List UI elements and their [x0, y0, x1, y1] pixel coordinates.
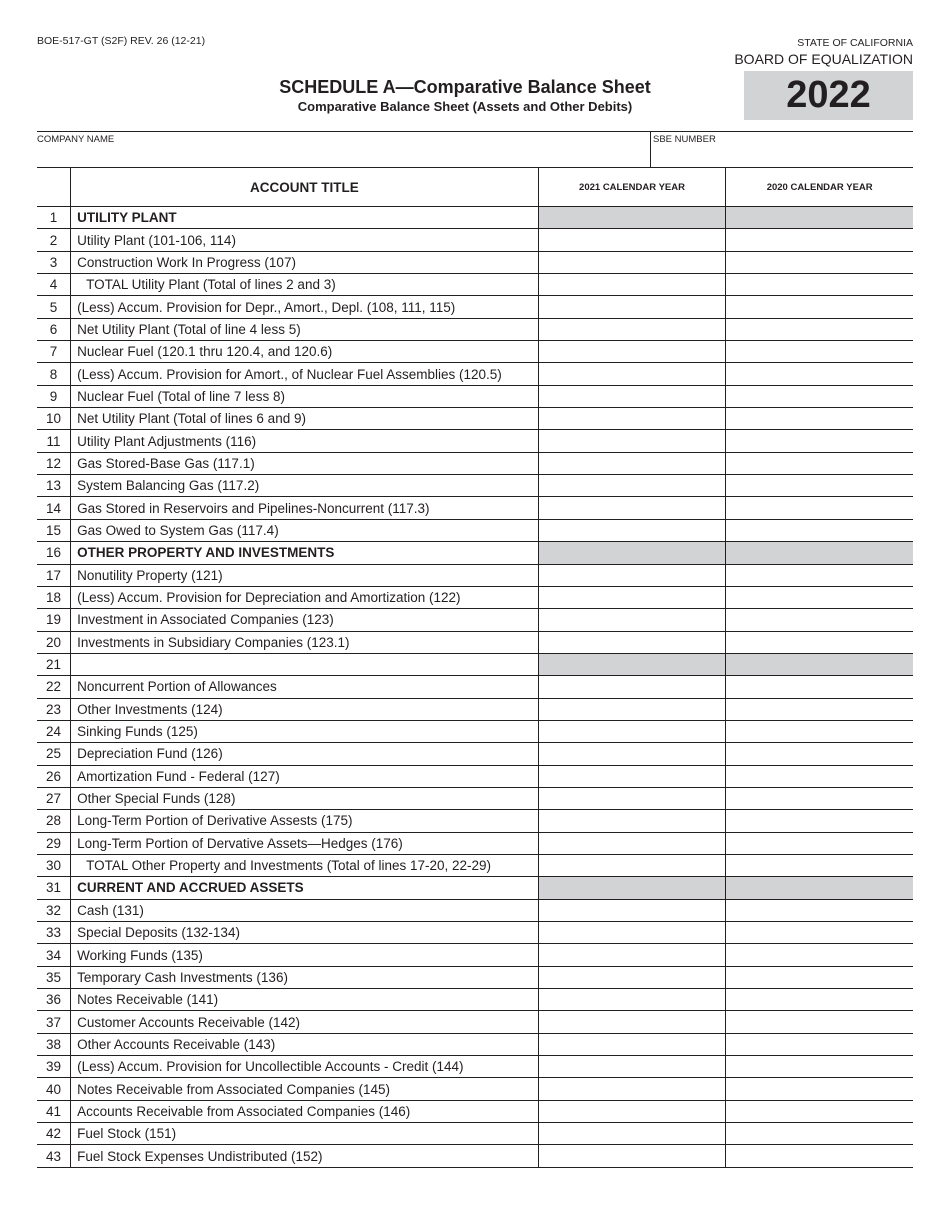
account-title: (Less) Accum. Provision for Depr., Amort., Depl. (108, 111, 115) — [71, 296, 539, 318]
line-number: 17 — [37, 564, 71, 586]
value-2020 — [726, 653, 913, 675]
value-2021[interactable] — [538, 609, 726, 631]
account-title: Accounts Receivable from Associated Companies (146) — [71, 1100, 539, 1122]
year-text: 2022 — [786, 74, 871, 116]
account-title: Customer Accounts Receivable (142) — [71, 1011, 539, 1033]
value-2020[interactable] — [726, 922, 913, 944]
value-2021[interactable] — [538, 341, 726, 363]
table-row — [37, 787, 913, 809]
account-title: Gas Stored-Base Gas (117.1) — [71, 452, 539, 474]
value-2020[interactable] — [726, 1100, 913, 1122]
value-2021[interactable] — [538, 676, 726, 698]
line-number: 29 — [37, 832, 71, 854]
value-2021[interactable] — [538, 452, 726, 474]
value-2021[interactable] — [538, 229, 726, 251]
value-2021[interactable] — [538, 810, 726, 832]
value-2020[interactable] — [726, 787, 913, 809]
value-2020[interactable] — [726, 251, 913, 273]
table-row — [37, 989, 913, 1011]
value-2021[interactable] — [538, 631, 726, 653]
line-number: 16 — [37, 542, 71, 564]
account-title: Nonutility Property (121) — [71, 564, 539, 586]
line-number: 2 — [37, 229, 71, 251]
value-2020[interactable] — [726, 475, 913, 497]
value-2021[interactable] — [538, 1100, 726, 1122]
table-row — [37, 274, 913, 296]
line-number: 15 — [37, 519, 71, 541]
account-title: Other Special Funds (128) — [71, 787, 539, 809]
line-number: 4 — [37, 274, 71, 296]
value-2020[interactable] — [726, 452, 913, 474]
value-2021[interactable] — [538, 296, 726, 318]
value-2021[interactable] — [538, 251, 726, 273]
table-body — [37, 207, 913, 1168]
table-row — [37, 251, 913, 273]
value-2021[interactable] — [538, 966, 726, 988]
line-number: 6 — [37, 318, 71, 340]
line-number: 20 — [37, 631, 71, 653]
table-row — [37, 1056, 913, 1078]
account-title: Notes Receivable (141) — [71, 989, 539, 1011]
table-row — [37, 765, 913, 787]
account-title: Fuel Stock (151) — [71, 1123, 539, 1145]
table-row — [37, 1145, 913, 1167]
line-number: 9 — [37, 385, 71, 407]
value-2021[interactable] — [538, 408, 726, 430]
value-2020[interactable] — [726, 631, 913, 653]
account-title: Noncurrent Portion of Allowances — [71, 676, 539, 698]
account-title: Depreciation Fund (126) — [71, 743, 539, 765]
value-2021[interactable] — [538, 989, 726, 1011]
value-2021[interactable] — [538, 743, 726, 765]
table-row — [37, 564, 913, 586]
account-title: Gas Stored in Reservoirs and Pipelines-Noncurrent (117.3) — [71, 497, 539, 519]
account-title: Cash (131) — [71, 899, 539, 921]
value-2021 — [538, 207, 726, 229]
table-row — [37, 854, 913, 876]
year-badge — [744, 71, 913, 120]
table-row — [37, 609, 913, 631]
account-title — [71, 653, 539, 675]
table-row — [37, 1033, 913, 1055]
value-2021[interactable] — [538, 385, 726, 407]
line-number: 7 — [37, 341, 71, 363]
value-2020[interactable] — [726, 274, 913, 296]
page-title: SCHEDULE A—Comparative Balance Sheet — [279, 77, 651, 97]
account-title: OTHER PROPERTY AND INVESTMENTS — [71, 542, 539, 564]
account-title: Investments in Subsidiary Companies (123.1) — [71, 631, 539, 653]
account-title: (Less) Accum. Provision for Amort., of Nuclear Fuel Assemblies (120.5) — [71, 363, 539, 385]
table-row — [37, 1123, 913, 1145]
account-title: TOTAL Utility Plant (Total of lines 2 and 3) — [71, 274, 539, 296]
value-2020[interactable] — [726, 341, 913, 363]
value-2020[interactable] — [726, 385, 913, 407]
line-number: 28 — [37, 810, 71, 832]
line-number: 31 — [37, 877, 71, 899]
line-number: 25 — [37, 743, 71, 765]
account-title: Sinking Funds (125) — [71, 720, 539, 742]
account-title: Working Funds (135) — [71, 944, 539, 966]
account-title: (Less) Accum. Provision for Depreciation and Amortization (122) — [71, 586, 539, 608]
line-number: 22 — [37, 676, 71, 698]
line-number: 5 — [37, 296, 71, 318]
account-title: Long-Term Portion of Derivative Assests (175) — [71, 810, 539, 832]
value-2020[interactable] — [726, 363, 913, 385]
line-number: 24 — [37, 720, 71, 742]
value-2020[interactable] — [726, 497, 913, 519]
account-title: Utility Plant Adjustments (116) — [71, 430, 539, 452]
value-2021[interactable] — [538, 363, 726, 385]
value-2021[interactable] — [538, 720, 726, 742]
account-title: Construction Work In Progress (107) — [71, 251, 539, 273]
value-2021[interactable] — [538, 1145, 726, 1167]
value-2021[interactable] — [538, 318, 726, 340]
value-2020[interactable] — [726, 698, 913, 720]
line-number: 35 — [37, 966, 71, 988]
line-number: 41 — [37, 1100, 71, 1122]
line-number: 34 — [37, 944, 71, 966]
table-row — [37, 586, 913, 608]
account-title: (Less) Accum. Provision for Uncollectible Accounts - Credit (144) — [71, 1056, 539, 1078]
table-row — [37, 720, 913, 742]
table-row — [37, 944, 913, 966]
line-number: 40 — [37, 1078, 71, 1100]
balance-sheet-table — [37, 167, 913, 1168]
table-row — [37, 877, 913, 899]
value-2021[interactable] — [538, 854, 726, 876]
value-2021[interactable] — [538, 564, 726, 586]
value-2021[interactable] — [538, 1033, 726, 1055]
account-title: Net Utility Plant (Total of lines 6 and 9) — [71, 408, 539, 430]
value-2020[interactable] — [726, 430, 913, 452]
table-row — [37, 653, 913, 675]
value-2020[interactable] — [726, 899, 913, 921]
header-line-number — [37, 168, 71, 207]
value-2021[interactable] — [538, 1056, 726, 1078]
account-title: Temporary Cash Investments (136) — [71, 966, 539, 988]
value-2021[interactable] — [538, 274, 726, 296]
table-row — [37, 207, 913, 229]
value-2020[interactable] — [726, 989, 913, 1011]
value-2020[interactable] — [726, 832, 913, 854]
company-name-label: COMPANY NAME — [37, 134, 115, 145]
account-title: Long-Term Portion of Dervative Assets—Hedges (176) — [71, 832, 539, 854]
table-row — [37, 229, 913, 251]
line-number: 26 — [37, 765, 71, 787]
table-row — [37, 497, 913, 519]
table-row — [37, 832, 913, 854]
value-2021[interactable] — [538, 832, 726, 854]
sbe-number-field[interactable] — [650, 132, 716, 168]
form-id: BOE-517-GT (S2F) REV. 26 (12-21) — [37, 35, 206, 47]
line-number: 38 — [37, 1033, 71, 1055]
table-row — [37, 922, 913, 944]
account-title: Nuclear Fuel (120.1 thru 120.4, and 120.6) — [71, 341, 539, 363]
value-2021 — [538, 542, 726, 564]
table-row — [37, 631, 913, 653]
line-number: 33 — [37, 922, 71, 944]
value-2020[interactable] — [726, 586, 913, 608]
line-number: 12 — [37, 452, 71, 474]
table-row — [37, 966, 913, 988]
value-2020[interactable] — [726, 1056, 913, 1078]
value-2020[interactable] — [726, 966, 913, 988]
table-row — [37, 810, 913, 832]
line-number: 23 — [37, 698, 71, 720]
table-row — [37, 408, 913, 430]
table-row — [37, 475, 913, 497]
table-row — [37, 676, 913, 698]
account-title: Nuclear Fuel (Total of line 7 less 8) — [71, 385, 539, 407]
value-2020 — [726, 877, 913, 899]
value-2021[interactable] — [538, 944, 726, 966]
company-name-field[interactable] — [37, 131, 913, 168]
value-2020[interactable] — [726, 564, 913, 586]
value-2020[interactable] — [726, 944, 913, 966]
value-2021[interactable] — [538, 497, 726, 519]
value-2021[interactable] — [538, 787, 726, 809]
line-number: 32 — [37, 899, 71, 921]
state-name: STATE OF CALIFORNIA — [797, 37, 913, 49]
line-number: 14 — [37, 497, 71, 519]
table-row — [37, 296, 913, 318]
value-2020 — [726, 542, 913, 564]
account-title: Net Utility Plant (Total of line 4 less 5) — [71, 318, 539, 340]
value-2020[interactable] — [726, 765, 913, 787]
value-2021[interactable] — [538, 1011, 726, 1033]
table-row — [37, 519, 913, 541]
account-title: System Balancing Gas (117.2) — [71, 475, 539, 497]
account-title: Other Investments (124) — [71, 698, 539, 720]
value-2021[interactable] — [538, 922, 726, 944]
account-title: Gas Owed to System Gas (117.4) — [71, 519, 539, 541]
value-2020[interactable] — [726, 720, 913, 742]
line-number: 19 — [37, 609, 71, 631]
line-number: 1 — [37, 207, 71, 229]
line-number: 21 — [37, 653, 71, 675]
table-row — [37, 385, 913, 407]
value-2020[interactable] — [726, 1123, 913, 1145]
value-2020[interactable] — [726, 1145, 913, 1167]
value-2020[interactable] — [726, 1011, 913, 1033]
line-number: 18 — [37, 586, 71, 608]
account-title: Fuel Stock Expenses Undistributed (152) — [71, 1145, 539, 1167]
line-number: 36 — [37, 989, 71, 1011]
header-2020-year: 2020 CALENDAR YEAR — [726, 168, 913, 207]
value-2021[interactable] — [538, 519, 726, 541]
table-row — [37, 743, 913, 765]
account-title: TOTAL Other Property and Investments (Total of lines 17-20, 22-29) — [71, 854, 539, 876]
value-2020[interactable] — [726, 1078, 913, 1100]
account-title: Investment in Associated Companies (123) — [71, 609, 539, 631]
value-2021[interactable] — [538, 1123, 726, 1145]
table-row — [37, 899, 913, 921]
table-row — [37, 363, 913, 385]
line-number: 3 — [37, 251, 71, 273]
table-row — [37, 341, 913, 363]
line-number: 39 — [37, 1056, 71, 1078]
line-number: 8 — [37, 363, 71, 385]
table-header-row — [37, 168, 913, 207]
line-number: 27 — [37, 787, 71, 809]
account-title: Amortization Fund - Federal (127) — [71, 765, 539, 787]
line-number: 10 — [37, 408, 71, 430]
account-title: Other Accounts Receivable (143) — [71, 1033, 539, 1055]
value-2021[interactable] — [538, 698, 726, 720]
value-2020[interactable] — [726, 854, 913, 876]
value-2020[interactable] — [726, 676, 913, 698]
account-title: Utility Plant (101-106, 114) — [71, 229, 539, 251]
table-row — [37, 430, 913, 452]
line-number: 11 — [37, 430, 71, 452]
header-2021-year: 2021 CALENDAR YEAR — [538, 168, 726, 207]
value-2021[interactable] — [538, 765, 726, 787]
header-account-title: ACCOUNT TITLE — [71, 168, 539, 207]
value-2020[interactable] — [726, 743, 913, 765]
table-row — [37, 1078, 913, 1100]
value-2021[interactable] — [538, 899, 726, 921]
account-title: UTILITY PLANT — [71, 207, 539, 229]
account-title: CURRENT AND ACCRUED ASSETS — [71, 877, 539, 899]
table-row — [37, 698, 913, 720]
line-number: 42 — [37, 1123, 71, 1145]
value-2021[interactable] — [538, 475, 726, 497]
value-2020[interactable] — [726, 296, 913, 318]
value-2020[interactable] — [726, 519, 913, 541]
agency-name: BOARD OF EQUALIZATION — [734, 51, 913, 67]
value-2021 — [538, 877, 726, 899]
table-row — [37, 452, 913, 474]
table-row — [37, 318, 913, 340]
value-2020[interactable] — [726, 408, 913, 430]
value-2020[interactable] — [726, 229, 913, 251]
account-title: Notes Receivable from Associated Companies (145) — [71, 1078, 539, 1100]
line-number: 13 — [37, 475, 71, 497]
table-row — [37, 542, 913, 564]
value-2021[interactable] — [538, 1078, 726, 1100]
value-2020[interactable] — [726, 1033, 913, 1055]
sbe-number-label: SBE NUMBER — [653, 134, 716, 145]
value-2020[interactable] — [726, 810, 913, 832]
value-2020[interactable] — [726, 318, 913, 340]
line-number: 43 — [37, 1145, 71, 1167]
table-row — [37, 1100, 913, 1122]
table-row — [37, 1011, 913, 1033]
line-number: 30 — [37, 854, 71, 876]
value-2021[interactable] — [538, 430, 726, 452]
account-title: Special Deposits (132-134) — [71, 922, 539, 944]
value-2020[interactable] — [726, 609, 913, 631]
page-subtitle: Comparative Balance Sheet (Assets and Other Debits) — [297, 99, 633, 114]
value-2021[interactable] — [538, 586, 726, 608]
value-2021 — [538, 653, 726, 675]
value-2020 — [726, 207, 913, 229]
line-number: 37 — [37, 1011, 71, 1033]
